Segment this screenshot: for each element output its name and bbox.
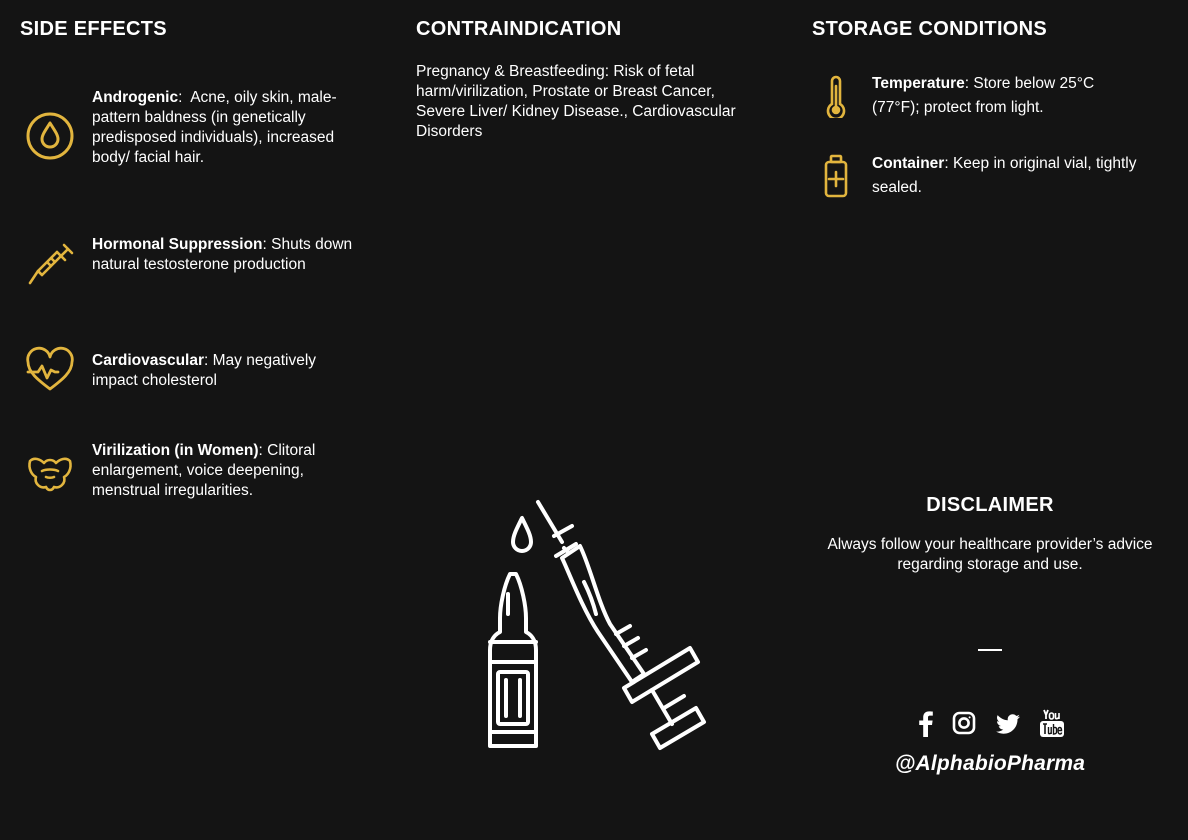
drop-circle-icon — [24, 110, 76, 162]
side-effect-title: Virilization (in Women) — [92, 442, 259, 459]
instagram-icon[interactable] — [950, 708, 978, 738]
contraindication-heading: CONTRAINDICATION — [416, 18, 622, 40]
storage-title: Temperature — [872, 75, 965, 92]
heart-pulse-icon — [24, 345, 76, 397]
disclaimer-heading: DISCLAIMER — [926, 494, 1054, 516]
side-effects-heading: SIDE EFFECTS — [20, 18, 167, 40]
side-effect-title: Hormonal Suppression — [92, 236, 263, 253]
storage-text — [872, 152, 1142, 200]
side-effect-description: May negatively impact cholesterol — [92, 352, 317, 389]
syringe-icon — [24, 239, 76, 291]
side-effect-text — [92, 88, 362, 168]
divider-dash — [978, 649, 1002, 651]
storage-text — [872, 72, 1142, 120]
thermometer-icon — [818, 74, 854, 118]
side-effect-text — [92, 235, 362, 275]
side-effect-text — [92, 441, 362, 501]
side-effect-title: Androgenic — [92, 89, 179, 106]
youtube-icon[interactable] — [1038, 708, 1066, 738]
separator: : — [258, 442, 268, 459]
ampoule-icon — [490, 574, 536, 746]
contraindication-text: Pregnancy & Breastfeeding: Risk of fetal harm/virilization, Prostate or Breast Cancer, Severe Liver/ Kidney Disease., Cardiovascular Disorders — [416, 63, 736, 140]
disclaimer-section — [812, 494, 1168, 575]
disclaimer-text: Always follow your healthcare provider’s advice regarding storage and use. — [827, 536, 1153, 573]
side-effect-text — [92, 351, 362, 391]
side-effect-title: Cardiovascular — [92, 352, 204, 369]
storage-heading: STORAGE CONDITIONS — [812, 18, 1048, 40]
storage-description: : Store below 25°C (77°F); protect from light. — [872, 75, 1095, 116]
social-links — [912, 708, 1068, 740]
storage-title: Container — [872, 155, 945, 172]
side-effect-description: Clitoral enlargement, voice deepening, menstrual irregularities. — [92, 442, 316, 499]
twitter-icon[interactable] — [994, 708, 1022, 738]
vial-icon — [818, 154, 854, 198]
syringe-illustration-icon — [538, 502, 704, 748]
side-effect-description: Acne, oily skin, male-pattern baldness (in genetically predisposed individuals), increased body/ facial hair. — [92, 89, 337, 166]
social-handle[interactable]: @AlphabioPharma — [894, 752, 1086, 775]
separator: : — [204, 352, 213, 369]
beard-icon — [24, 445, 76, 497]
side-effect-description: Shuts down natural testosterone production — [92, 236, 353, 273]
storage-description: : Keep in original vial, tightly sealed. — [872, 155, 1137, 196]
separator: : — [262, 236, 272, 253]
facebook-icon[interactable] — [912, 708, 940, 738]
drop-icon — [513, 518, 531, 551]
ampoule-syringe-illustration — [478, 496, 710, 758]
separator: : — [178, 89, 191, 106]
